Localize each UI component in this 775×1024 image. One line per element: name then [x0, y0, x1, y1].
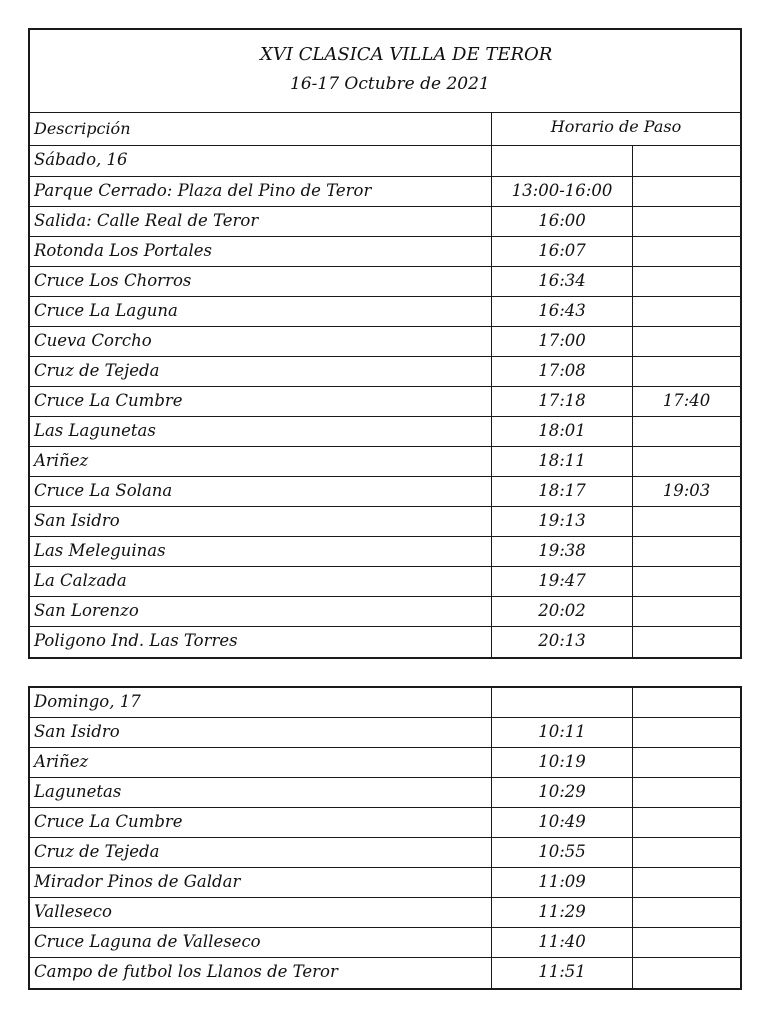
day-label: Domingo, 17	[30, 688, 492, 717]
table-row	[30, 958, 740, 988]
time-cell: 20:02	[492, 597, 633, 626]
table-row	[30, 477, 740, 507]
table-row	[30, 898, 740, 928]
extra-time-cell: 17:40	[662, 391, 711, 410]
time-cell-empty	[492, 688, 633, 717]
location-cell: Cruce Los Chorros	[30, 267, 492, 296]
day-label-row	[30, 688, 740, 718]
table-row	[30, 447, 740, 477]
extra-time-cell	[633, 417, 740, 446]
location-cell: Cruce La Cumbre	[30, 808, 492, 837]
table-row	[30, 627, 740, 657]
time-cell: 18:01	[492, 417, 633, 446]
extra-time-cell	[633, 748, 740, 777]
time-cell: 20:13	[492, 627, 633, 657]
extra-time-cell	[633, 958, 740, 988]
extra-time-cell	[633, 627, 740, 657]
table-row	[30, 748, 740, 778]
location-cell: Cruce La Cumbre	[30, 387, 492, 416]
table-row	[30, 417, 740, 447]
time-cell-empty	[492, 146, 633, 176]
table-row	[30, 297, 740, 327]
extra-time-cell	[633, 928, 740, 957]
time-cell: 11:51	[492, 958, 633, 988]
time-cell: 18:11	[492, 447, 633, 476]
time-cell: 17:18	[492, 387, 633, 416]
location-cell: Ariñez	[30, 748, 492, 777]
location-cell: San Isidro	[30, 718, 492, 747]
time-cell: 16:34	[492, 267, 633, 296]
extra-time-cell	[633, 567, 740, 596]
time-cell: 10:49	[492, 808, 633, 837]
time-cell: 17:00	[492, 327, 633, 356]
location-cell: Campo de futbol los Llanos de Teror	[30, 958, 492, 988]
location-cell: Las Lagunetas	[30, 417, 492, 446]
location-cell: Cruz de Tejeda	[30, 838, 492, 867]
table-row	[30, 237, 740, 267]
location-cell: Valleseco	[30, 898, 492, 927]
table-row	[30, 537, 740, 567]
table-row	[30, 177, 740, 207]
extra-time-cell	[633, 778, 740, 807]
time-cell: 16:07	[492, 237, 633, 266]
time-cell: 11:29	[492, 898, 633, 927]
time-cell: 10:55	[492, 838, 633, 867]
extra-time-cell	[633, 177, 740, 206]
schedule-table-saturday	[28, 28, 742, 659]
extra-time-cell	[633, 267, 740, 296]
time-cell: 13:00-16:00	[492, 177, 633, 206]
location-cell: Lagunetas	[30, 778, 492, 807]
location-cell: Cueva Corcho	[30, 327, 492, 356]
table-row	[30, 387, 740, 417]
time-cell: 10:11	[492, 718, 633, 747]
table-row	[30, 507, 740, 537]
saturday-rows	[30, 146, 740, 657]
time-cell: 19:47	[492, 567, 633, 596]
location-cell: Mirador Pinos de Galdar	[30, 868, 492, 897]
extra-time-cell	[633, 357, 740, 386]
location-cell: Ariñez	[30, 447, 492, 476]
time-cell: 10:29	[492, 778, 633, 807]
table-row	[30, 778, 740, 808]
schedule-table-sunday	[28, 686, 742, 990]
time-cell: 16:43	[492, 297, 633, 326]
extra-time-cell	[633, 537, 740, 566]
extra-time-cell-empty	[633, 146, 740, 176]
table-row	[30, 808, 740, 838]
time-cell: 16:00	[492, 207, 633, 236]
extra-time-cell	[633, 808, 740, 837]
extra-time-cell	[633, 838, 740, 867]
extra-time-cell	[633, 868, 740, 897]
location-cell: Cruz de Tejeda	[30, 357, 492, 386]
table-row	[30, 567, 740, 597]
table-header	[30, 113, 740, 146]
table-row	[30, 597, 740, 627]
location-cell: Salida: Calle Real de Teror	[30, 207, 492, 236]
extra-time-cell	[633, 327, 740, 356]
location-cell: Cruce La Laguna	[30, 297, 492, 326]
table-row	[30, 327, 740, 357]
time-cell: 10:19	[492, 748, 633, 777]
extra-time-cell: 19:03	[662, 481, 711, 500]
document-date: 16-17 Octubre de 2021	[290, 74, 490, 94]
extra-time-cell	[633, 297, 740, 326]
time-cell: 11:09	[492, 868, 633, 897]
header-description: Descripción	[30, 113, 492, 145]
time-cell: 19:13	[492, 507, 633, 536]
location-cell: Las Meleguinas	[30, 537, 492, 566]
location-cell: Cruce Laguna de Valleseco	[30, 928, 492, 957]
extra-time-cell-empty	[633, 688, 740, 717]
sunday-rows	[30, 688, 740, 988]
location-cell: La Calzada	[30, 567, 492, 596]
extra-time-cell	[633, 207, 740, 236]
title-block	[30, 30, 740, 113]
location-cell: Parque Cerrado: Plaza del Pino de Teror	[30, 177, 492, 206]
time-cell: 11:40	[492, 928, 633, 957]
document-title: XVI CLASICA VILLA DE TEROR	[260, 44, 553, 65]
location-cell: San Isidro	[30, 507, 492, 536]
table-row	[30, 267, 740, 297]
location-cell: Cruce La Solana	[30, 477, 492, 506]
extra-time-cell	[633, 597, 740, 626]
time-cell: 19:38	[492, 537, 633, 566]
day-label-row	[30, 146, 740, 177]
extra-time-cell	[633, 507, 740, 536]
table-row	[30, 928, 740, 958]
extra-time-cell	[633, 718, 740, 747]
extra-time-cell	[633, 898, 740, 927]
day-label: Sábado, 16	[30, 146, 492, 176]
extra-time-cell	[633, 447, 740, 476]
table-row	[30, 357, 740, 387]
table-row	[30, 838, 740, 868]
header-time: Horario de Paso	[550, 117, 682, 136]
time-cell: 17:08	[492, 357, 633, 386]
location-cell: Rotonda Los Portales	[30, 237, 492, 266]
table-row	[30, 868, 740, 898]
location-cell: San Lorenzo	[30, 597, 492, 626]
time-cell: 18:17	[492, 477, 633, 506]
extra-time-cell	[633, 237, 740, 266]
table-row	[30, 718, 740, 748]
table-row	[30, 207, 740, 237]
location-cell: Poligono Ind. Las Torres	[30, 627, 492, 657]
